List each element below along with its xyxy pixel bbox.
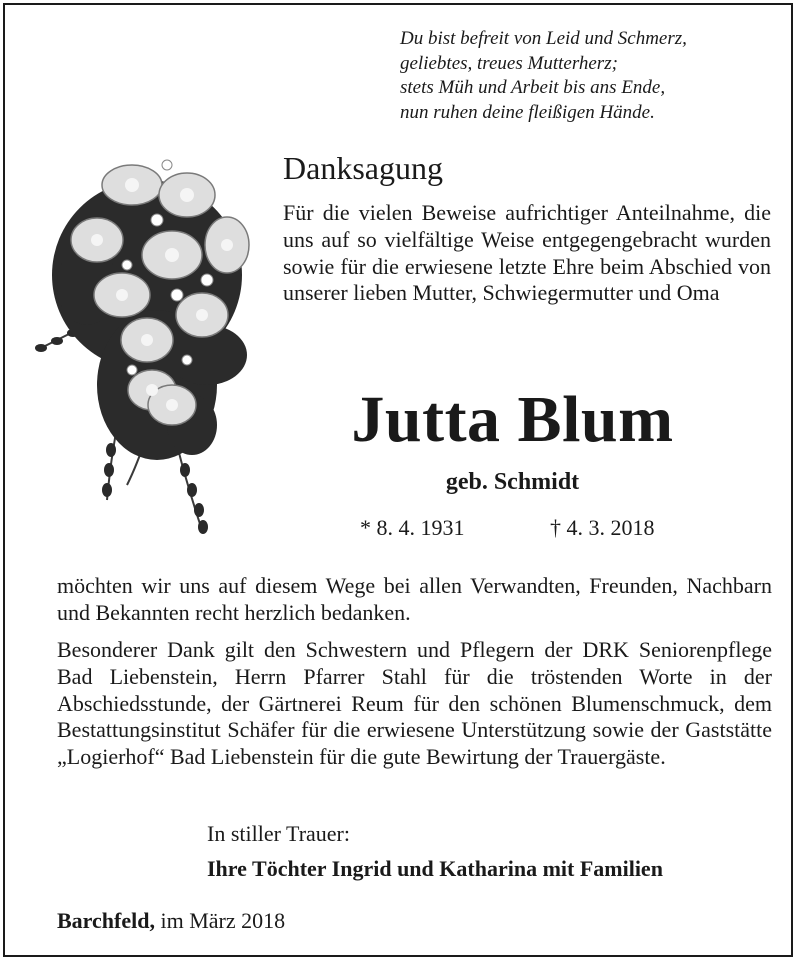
poem-line: stets Müh und Arbeit bis ans Ende, bbox=[400, 77, 666, 98]
poem-line: nun ruhen deine fleißigen Hände. bbox=[400, 101, 655, 123]
place-name: Barchfeld, bbox=[57, 908, 155, 933]
thanks-paragraph: möchten wir uns auf diesem Wege bei allen Verwandten, Freunden, Nachbarn und Bekannten recht herzlich bedanken. bbox=[57, 573, 772, 625]
birth-date: * 8. 4. 1931 bbox=[360, 515, 465, 540]
poem bbox=[400, 27, 780, 125]
orchid-bouquet-icon bbox=[27, 145, 267, 545]
death-date: † 4. 3. 2018 bbox=[550, 515, 655, 540]
notice-date: im März 2018 bbox=[160, 908, 286, 933]
notice-title: Danksagung bbox=[283, 150, 443, 186]
intro-paragraph: Für die vielen Beweise aufrichtiger Anteilnahme, die uns auf so vielfältige Weise entgegengebracht wurden sowie für die erwiesene letzte Ehre beim Abschied von unserer lieben Mutter, Schwiegermutter und Oma bbox=[283, 200, 771, 306]
mourning-line: In stiller Trauer: bbox=[207, 821, 350, 846]
deceased-name: Jutta Blum bbox=[351, 383, 674, 456]
poem-line: Du bist befreit von Leid und Schmerz, bbox=[400, 28, 687, 49]
special-thanks-paragraph: Besonderer Dank gilt den Schwestern und Pflegern der DRK Seniorenpflege Bad Liebenstein, Herrn Pfarrer Stahl für die tröstenden Worte in der Abschiedsstunde, der Gärtnerei Reum für den schönen Blumenschmuck, dem Bestattungsinstitut Schäfer für die erwiesene Unterstützung sowie der Gaststätte „Logierhof“ Bad Liebenstein für die gute Bewirtung der Trauergäste. bbox=[57, 637, 772, 770]
family-signature: Ihre Töchter Ingrid und Katharina mit Familien bbox=[207, 856, 663, 881]
place-date-line bbox=[57, 907, 285, 935]
obituary-notice bbox=[3, 3, 793, 957]
life-dates bbox=[360, 514, 690, 544]
poem-line: geliebtes, treues Mutterherz; bbox=[400, 52, 618, 74]
birth-name: geb. Schmidt bbox=[445, 469, 580, 495]
